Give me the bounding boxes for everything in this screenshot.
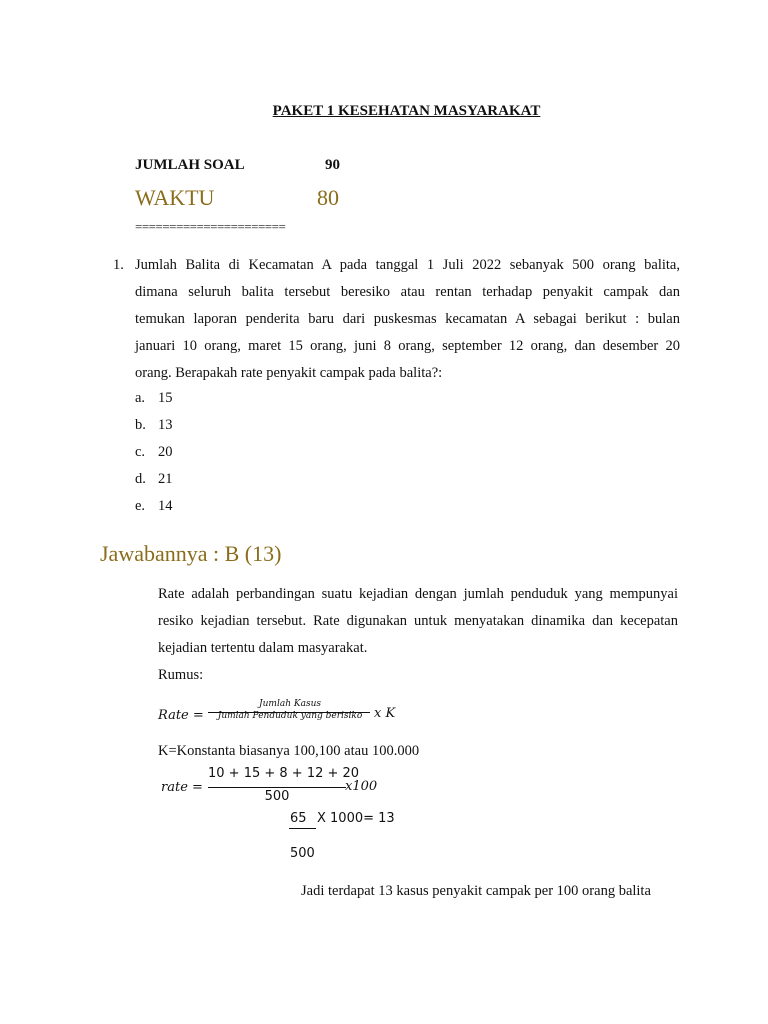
formula2-fraction-bar <box>208 787 346 788</box>
step-rest: X 1000= 13 <box>317 811 395 826</box>
page-title: PAKET 1 KESEHATAN MASYARAKAT <box>272 103 541 119</box>
answer-heading: Jawabannya : B (13) <box>100 541 282 566</box>
question-number: 1. <box>113 257 124 273</box>
waktu-value: 80 <box>317 185 339 210</box>
formula2-denominator: 500 <box>264 789 290 804</box>
waktu-label: WAKTU <box>135 185 215 210</box>
options-list <box>135 385 173 520</box>
jumlah-soal-label: JUMLAH SOAL <box>135 157 245 173</box>
step-numerator: 65 <box>290 811 307 826</box>
formula1-lhs: Rate = <box>158 708 204 723</box>
separator: ====================== <box>135 219 286 234</box>
question-text <box>135 252 680 387</box>
option-item: e. 14 <box>135 498 173 514</box>
formula1-numerator: Jumlah Kasus <box>259 699 321 709</box>
step-fraction-bar <box>289 828 316 829</box>
jumlah-soal-value: 90 <box>325 157 340 173</box>
option-item: a. 15 <box>135 390 173 406</box>
konstanta-text: K=Konstanta biasanya 100,100 atau 100.000 <box>158 743 420 759</box>
option-item: d. 21 <box>135 471 173 487</box>
formula2-lhs: rate = <box>161 780 203 795</box>
question-line: januari 10 orang, maret 15 orang, juni 8 orang, september 12 orang, dan desember 20 <box>135 338 680 354</box>
question-line: dimana seluruh balita tersebut beresiko atau rentan terhadap penyakit campak dan <box>135 284 680 300</box>
rumus-label: Rumus: <box>158 667 204 683</box>
formula1-denominator: Jumlah Penduduk yang berisiko <box>217 711 363 721</box>
question-line: orang. Berapakah rate penyakit campak pada balita?: <box>135 365 443 381</box>
question-line: temukan laporan penderita baru dari puskesmas kecamatan A sebagai berikut : bulan <box>135 311 680 327</box>
formula2-rhs: x100 <box>345 779 378 794</box>
explanation-line: kejadian tertentu dalam masyarakat. <box>158 640 368 656</box>
explanation <box>158 581 678 689</box>
explanation-line: Rate adalah perbandingan suatu kejadian dengan jumlah penduduk yang mempunyai <box>158 586 678 602</box>
option-item: c. 20 <box>135 444 173 460</box>
explanation-line: resiko kejadian tersebut. Rate digunakan untuk menyatakan dinamika dan kecepatan <box>158 613 678 629</box>
question-line: Jumlah Balita di Kecamatan A pada tanggal 1 Juli 2022 sebanyak 500 orang balita, <box>135 257 680 273</box>
step-denominator: 500 <box>290 846 315 861</box>
conclusion-text: Jadi terdapat 13 kasus penyakit campak per 100 orang balita <box>301 883 651 899</box>
option-item: b. 13 <box>135 417 173 433</box>
formula2-numerator: 10 + 15 + 8 + 12 + 20 <box>208 766 360 781</box>
formula1-rhs: x K <box>374 706 396 721</box>
